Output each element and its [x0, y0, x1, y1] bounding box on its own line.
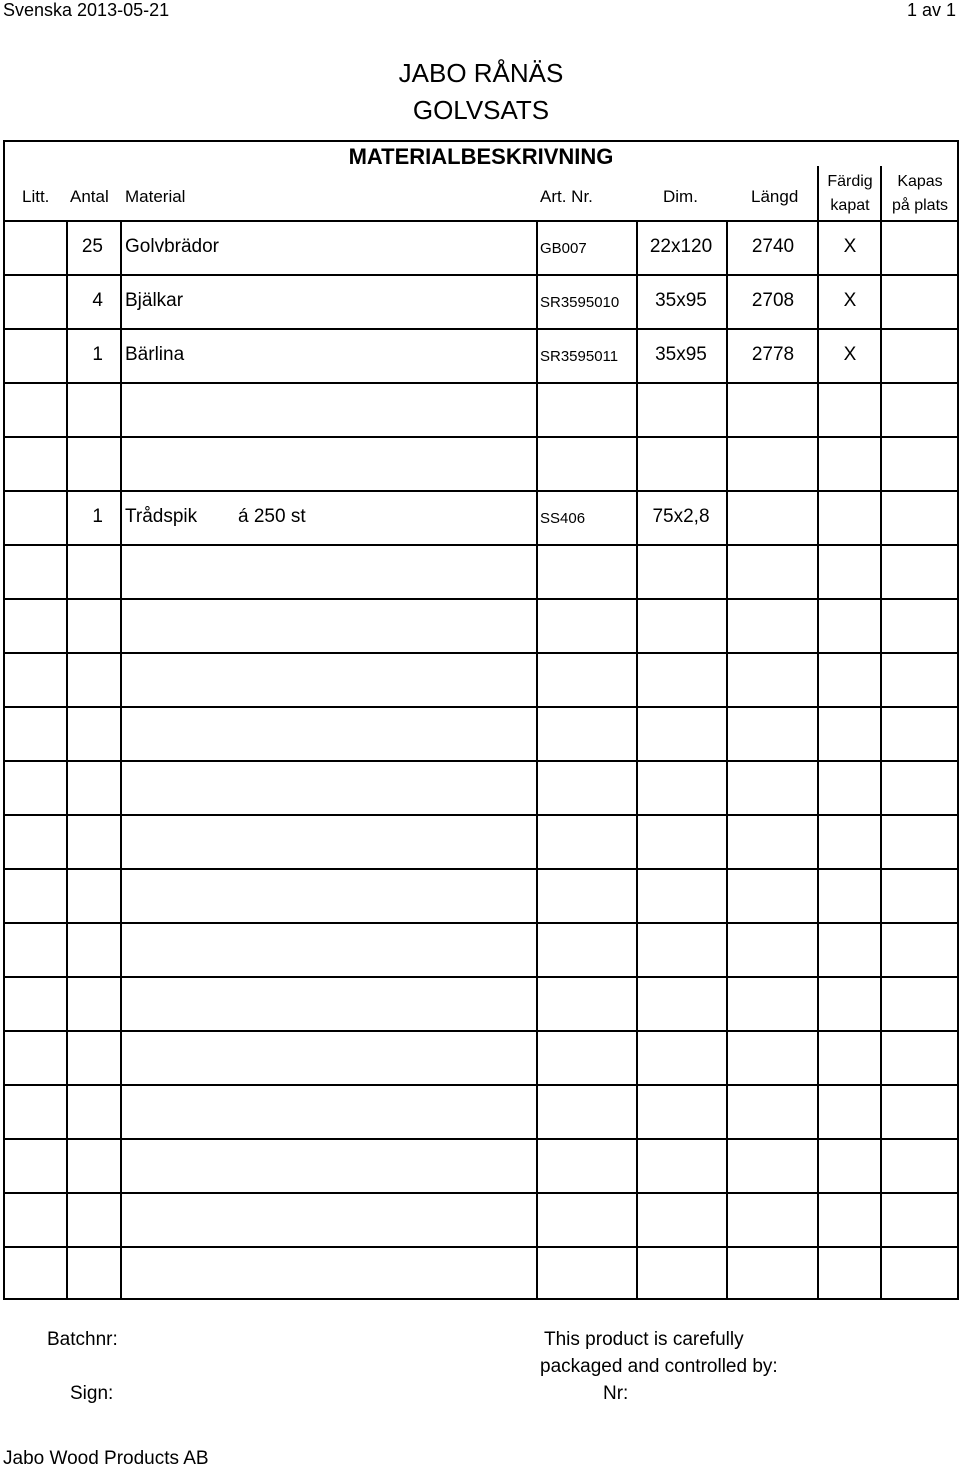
- cell-dim: 22x120: [649, 236, 713, 257]
- col-langd: Längd: [751, 187, 799, 206]
- col-fardig-line1: Färdig: [827, 173, 873, 190]
- cell-langd: 2708: [751, 290, 795, 311]
- batchnr-label: Batchnr:: [47, 1329, 118, 1350]
- col-litt: Litt.: [22, 187, 50, 206]
- cell-material: Bjälkar: [125, 290, 184, 311]
- row-divider: [3, 922, 959, 924]
- page-header-left: Svenska 2013-05-21: [3, 0, 170, 20]
- row-divider: [3, 1138, 959, 1140]
- row-divider: [3, 274, 959, 276]
- row-divider: [3, 1192, 959, 1194]
- cell-antal: 4: [92, 290, 103, 311]
- cell-antal: 1: [92, 344, 103, 365]
- cell-note: á 250 st: [238, 506, 306, 527]
- cell-antal: 25: [81, 236, 103, 257]
- col-material: Material: [125, 187, 186, 206]
- cell-art-nr: SR3595011: [540, 348, 619, 365]
- cell-art-nr: SR3595010: [540, 294, 620, 311]
- cell-antal: 1: [92, 506, 103, 527]
- row-divider: [3, 382, 959, 384]
- product-note-line1: This product is carefully: [544, 1329, 744, 1350]
- col-kapas-line2: på plats: [891, 197, 949, 214]
- row-divider: [3, 220, 959, 222]
- cell-fardig: X: [843, 344, 857, 365]
- document-subtitle: GOLVSATS: [412, 95, 550, 125]
- row-divider: [3, 328, 959, 330]
- row-divider: [3, 1246, 959, 1248]
- cell-dim: 75x2,8: [652, 506, 710, 527]
- cell-art-nr: GB007: [540, 240, 587, 257]
- column-divider: [536, 220, 538, 1300]
- product-note-line2: packaged and controlled by:: [540, 1356, 778, 1377]
- row-divider: [3, 814, 959, 816]
- cell-fardig: X: [843, 290, 857, 311]
- row-divider: [3, 760, 959, 762]
- col-antal: Antal: [70, 187, 109, 206]
- row-divider: [3, 652, 959, 654]
- row-divider: [3, 868, 959, 870]
- row-divider: [3, 544, 959, 546]
- sign-label: Sign:: [70, 1383, 114, 1404]
- cell-dim: 35x95: [655, 344, 707, 365]
- cell-langd: 2740: [751, 236, 795, 257]
- row-divider: [3, 1084, 959, 1086]
- cell-material: Golvbrädor: [125, 236, 219, 257]
- column-divider: [880, 220, 882, 1300]
- cell-material: Trådspik: [125, 506, 198, 527]
- col-fardig-line2: kapat: [830, 197, 870, 214]
- row-divider: [3, 436, 959, 438]
- column-divider: [817, 220, 819, 1300]
- cell-langd: 2778: [751, 344, 795, 365]
- column-divider: [636, 220, 638, 1300]
- row-divider: [3, 598, 959, 600]
- col-art-nr: Art. Nr.: [540, 187, 593, 206]
- cell-fardig: X: [843, 236, 857, 257]
- company-name: Jabo Wood Products AB: [3, 1448, 209, 1469]
- row-divider: [3, 976, 959, 978]
- cell-dim: 35x95: [655, 290, 707, 311]
- row-divider: [3, 490, 959, 492]
- col-kapas-line1: Kapas: [897, 173, 943, 190]
- row-divider: [3, 1030, 959, 1032]
- section-title: MATERIALBESKRIVNING: [348, 144, 614, 169]
- column-divider: [66, 220, 68, 1300]
- nr-label: Nr:: [603, 1383, 629, 1404]
- column-divider: [726, 220, 728, 1300]
- document-title: JABO RÅNÄS: [398, 58, 564, 88]
- page-number: 1 av 1: [906, 0, 956, 20]
- cell-art-nr: SS406: [540, 510, 586, 527]
- column-divider: [120, 220, 122, 1300]
- cell-material: Bärlina: [125, 344, 185, 365]
- col-dim: Dim.: [663, 187, 698, 206]
- row-divider: [3, 706, 959, 708]
